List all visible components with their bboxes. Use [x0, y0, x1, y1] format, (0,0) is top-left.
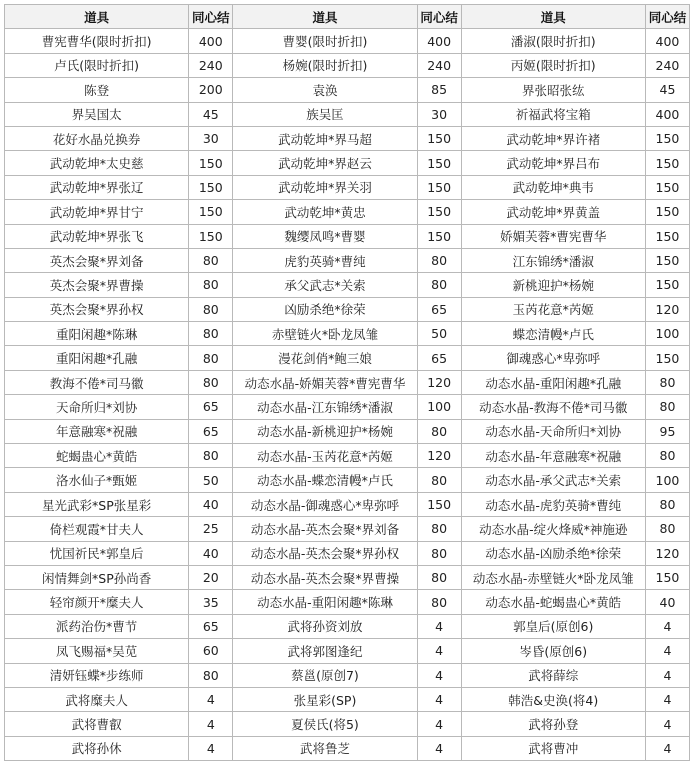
item-value-cell: 65 [417, 346, 461, 370]
item-value-cell: 80 [189, 273, 233, 297]
item-value-cell: 80 [417, 541, 461, 565]
item-name-cell: 花好水晶兑换券 [5, 126, 189, 150]
item-value-cell: 40 [645, 590, 689, 614]
table-row [5, 29, 690, 53]
item-name-cell: 郭皇后(原创6) [461, 614, 645, 638]
item-value-cell: 4 [189, 736, 233, 760]
item-name-cell: 动态水晶-新桃迎护*杨婉 [233, 419, 417, 443]
item-name-cell: 动态水晶-娇媚芙蓉*曹宪曹华 [233, 370, 417, 394]
item-value-cell: 400 [645, 29, 689, 53]
item-name-cell: 年意融寒*祝融 [5, 419, 189, 443]
item-value-cell: 80 [645, 492, 689, 516]
table-row [5, 419, 690, 443]
item-value-cell: 400 [189, 29, 233, 53]
item-value-cell: 20 [189, 565, 233, 589]
item-value-cell: 200 [189, 78, 233, 102]
item-name-cell: 动态水晶-年意融寒*祝融 [461, 444, 645, 468]
item-name-cell: 漫花剑俏*鲍三娘 [233, 346, 417, 370]
item-value-cell: 150 [189, 151, 233, 175]
table-row [5, 248, 690, 272]
item-name-cell: 英杰会聚*界孙权 [5, 297, 189, 321]
item-value-cell: 80 [417, 248, 461, 272]
item-name-cell: 武将郭图逢纪 [233, 639, 417, 663]
item-value-cell: 80 [645, 370, 689, 394]
table-row [5, 614, 690, 638]
item-value-cell: 150 [417, 126, 461, 150]
header-row [5, 5, 690, 29]
item-name-cell: 武将孙资刘放 [233, 614, 417, 638]
item-value-cell: 30 [417, 102, 461, 126]
item-name-cell: 潘淑(限时折扣) [461, 29, 645, 53]
item-value-cell: 150 [645, 565, 689, 589]
item-name-cell: 曹宪曹华(限时折扣) [5, 29, 189, 53]
item-name-cell: 动态水晶-赤壁链火*卧龙凤雏 [461, 565, 645, 589]
item-value-cell: 150 [645, 151, 689, 175]
item-name-cell: 派药治伤*曹节 [5, 614, 189, 638]
table-row [5, 126, 690, 150]
item-value-cell: 4 [645, 687, 689, 711]
item-name-cell: 界张昭张纮 [461, 78, 645, 102]
table-row [5, 590, 690, 614]
item-value-cell: 150 [645, 200, 689, 224]
header-value: 同心结 [417, 5, 461, 29]
item-name-cell: 曹婴(限时折扣) [233, 29, 417, 53]
item-value-cell: 50 [417, 322, 461, 346]
item-value-cell: 120 [417, 444, 461, 468]
item-name-cell: 动态水晶-重阳闲趣*孔融 [461, 370, 645, 394]
item-value-cell: 4 [645, 614, 689, 638]
item-name-cell: 动态水晶-御魂惑心*卑弥呼 [233, 492, 417, 516]
item-name-cell: 武动乾坤*界关羽 [233, 175, 417, 199]
item-value-cell: 80 [189, 297, 233, 321]
item-value-cell: 100 [417, 395, 461, 419]
item-name-cell: 武动乾坤*界马超 [233, 126, 417, 150]
item-name-cell: 御魂惑心*卑弥呼 [461, 346, 645, 370]
item-value-cell: 80 [189, 346, 233, 370]
item-name-cell: 赤壁链火*卧龙凤雏 [233, 322, 417, 346]
table-row [5, 468, 690, 492]
item-value-cell: 4 [645, 712, 689, 736]
table-row [5, 102, 690, 126]
item-name-cell: 武将曹冲 [461, 736, 645, 760]
item-value-cell: 40 [189, 541, 233, 565]
item-value-cell: 80 [645, 395, 689, 419]
item-name-cell: 动态水晶-教海不倦*司马徽 [461, 395, 645, 419]
item-name-cell: 天命所归*刘协 [5, 395, 189, 419]
item-value-cell: 150 [417, 200, 461, 224]
item-name-cell: 动态水晶-虎豹英骑*曹纯 [461, 492, 645, 516]
item-name-cell: 卢氏(限时折扣) [5, 53, 189, 77]
item-value-cell: 150 [645, 248, 689, 272]
item-name-cell: 动态水晶-英杰会聚*界刘备 [233, 517, 417, 541]
item-value-cell: 4 [189, 712, 233, 736]
table-row [5, 736, 690, 760]
item-value-cell: 150 [417, 224, 461, 248]
table-row [5, 151, 690, 175]
item-name-cell: 英杰会聚*界曹操 [5, 273, 189, 297]
item-value-cell: 35 [189, 590, 233, 614]
table-row [5, 200, 690, 224]
item-name-cell: 岑昏(原创6) [461, 639, 645, 663]
item-name-cell: 武动乾坤*界吕布 [461, 151, 645, 175]
table-row [5, 541, 690, 565]
item-value-cell: 400 [645, 102, 689, 126]
item-name-cell: 动态水晶-英杰会聚*界曹操 [233, 565, 417, 589]
item-name-cell: 武动乾坤*太史慈 [5, 151, 189, 175]
item-name-cell: 武动乾坤*典韦 [461, 175, 645, 199]
item-value-cell: 80 [645, 444, 689, 468]
item-name-cell: 教海不倦*司马徽 [5, 370, 189, 394]
item-name-cell: 动态水晶-蝶恋清幔*卢氏 [233, 468, 417, 492]
item-name-cell: 丙姬(限时折扣) [461, 53, 645, 77]
item-value-cell: 65 [417, 297, 461, 321]
item-value-cell: 80 [417, 468, 461, 492]
item-value-cell: 4 [417, 712, 461, 736]
table-row [5, 53, 690, 77]
item-name-cell: 杨婉(限时折扣) [233, 53, 417, 77]
item-value-cell: 150 [417, 175, 461, 199]
table-row [5, 395, 690, 419]
item-name-cell: 武动乾坤*界张辽 [5, 175, 189, 199]
item-name-cell: 蔡邕(原创7) [233, 663, 417, 687]
item-name-cell: 武将曹叡 [5, 712, 189, 736]
item-value-cell: 4 [645, 663, 689, 687]
item-name-cell: 动态水晶-凶励杀绝*徐荣 [461, 541, 645, 565]
table-row [5, 224, 690, 248]
item-value-cell: 100 [645, 468, 689, 492]
item-name-cell: 动态水晶-蛇蝎蛊心*黄皓 [461, 590, 645, 614]
item-name-cell: 祈福武将宝箱 [461, 102, 645, 126]
item-value-cell: 120 [417, 370, 461, 394]
item-value-cell: 150 [645, 126, 689, 150]
item-value-cell: 80 [189, 322, 233, 346]
item-name-cell: 承父武志*关索 [233, 273, 417, 297]
table-row [5, 78, 690, 102]
item-value-cell: 65 [189, 614, 233, 638]
item-value-cell: 80 [189, 370, 233, 394]
table-row [5, 273, 690, 297]
item-name-cell: 武动乾坤*界赵云 [233, 151, 417, 175]
item-name-cell: 动态水晶-承父武志*关索 [461, 468, 645, 492]
item-value-cell: 50 [189, 468, 233, 492]
item-value-cell: 150 [189, 224, 233, 248]
table-row [5, 346, 690, 370]
item-value-cell: 65 [189, 419, 233, 443]
item-name-cell: 洛水仙子*甄姬 [5, 468, 189, 492]
item-name-cell: 武动乾坤*界许褚 [461, 126, 645, 150]
header-value: 同心结 [645, 5, 689, 29]
item-value-cell: 80 [417, 517, 461, 541]
item-name-cell: 武将孙休 [5, 736, 189, 760]
item-value-cell: 150 [645, 175, 689, 199]
item-value-cell: 4 [417, 639, 461, 663]
table-body [5, 29, 690, 761]
item-name-cell: 重阳闲趣*陈琳 [5, 322, 189, 346]
item-value-cell: 4 [417, 687, 461, 711]
item-name-cell: 魏缨凤鸣*曹婴 [233, 224, 417, 248]
table-row [5, 370, 690, 394]
item-value-cell: 80 [417, 590, 461, 614]
item-name-cell: 娇媚芙蓉*曹宪曹华 [461, 224, 645, 248]
item-value-cell: 80 [645, 517, 689, 541]
exchange-table [4, 4, 690, 761]
item-name-cell: 倚栏观霞*甘夫人 [5, 517, 189, 541]
item-name-cell: 闲情舞剑*SP孙尚香 [5, 565, 189, 589]
item-value-cell: 100 [645, 322, 689, 346]
item-name-cell: 凤飞赐福*吴苋 [5, 639, 189, 663]
table-row [5, 663, 690, 687]
item-name-cell: 张星彩(SP) [233, 687, 417, 711]
item-name-cell: 夏侯氏(将5) [233, 712, 417, 736]
item-value-cell: 80 [417, 419, 461, 443]
item-value-cell: 150 [645, 273, 689, 297]
table-row [5, 639, 690, 663]
item-name-cell: 武动乾坤*界甘宁 [5, 200, 189, 224]
header-item: 道具 [233, 5, 417, 29]
item-value-cell: 240 [645, 53, 689, 77]
table-row [5, 175, 690, 199]
item-value-cell: 95 [645, 419, 689, 443]
table-row [5, 517, 690, 541]
item-name-cell: 动态水晶-天命所归*刘协 [461, 419, 645, 443]
item-name-cell: 新桃迎护*杨婉 [461, 273, 645, 297]
item-name-cell: 忧国祈民*郭皇后 [5, 541, 189, 565]
item-value-cell: 150 [189, 200, 233, 224]
item-name-cell: 星光武彩*SP张星彩 [5, 492, 189, 516]
item-name-cell: 族吴匡 [233, 102, 417, 126]
header-item: 道具 [5, 5, 189, 29]
item-value-cell: 120 [645, 297, 689, 321]
item-value-cell: 80 [417, 273, 461, 297]
item-value-cell: 80 [189, 248, 233, 272]
item-value-cell: 30 [189, 126, 233, 150]
item-name-cell: 武动乾坤*黄忠 [233, 200, 417, 224]
item-name-cell: 蛇蝎蛊心*黄皓 [5, 444, 189, 468]
item-name-cell: 武将薛综 [461, 663, 645, 687]
item-name-cell: 玉芮花意*芮姬 [461, 297, 645, 321]
item-name-cell: 清妍钰蝶*步练师 [5, 663, 189, 687]
header-value: 同心结 [189, 5, 233, 29]
item-value-cell: 150 [417, 492, 461, 516]
item-value-cell: 240 [417, 53, 461, 77]
item-value-cell: 150 [645, 224, 689, 248]
item-name-cell: 武将糜夫人 [5, 687, 189, 711]
item-value-cell: 150 [417, 151, 461, 175]
table-row [5, 565, 690, 589]
item-value-cell: 80 [189, 444, 233, 468]
item-name-cell: 轻帘颜开*糜夫人 [5, 590, 189, 614]
item-value-cell: 400 [417, 29, 461, 53]
item-value-cell: 240 [189, 53, 233, 77]
item-name-cell: 虎豹英骑*曹纯 [233, 248, 417, 272]
item-value-cell: 4 [645, 736, 689, 760]
item-name-cell: 重阳闲趣*孔融 [5, 346, 189, 370]
item-name-cell: 武将鲁芝 [233, 736, 417, 760]
item-value-cell: 150 [645, 346, 689, 370]
item-name-cell: 界吴国太 [5, 102, 189, 126]
item-value-cell: 80 [189, 663, 233, 687]
item-value-cell: 4 [189, 687, 233, 711]
item-value-cell: 45 [645, 78, 689, 102]
item-value-cell: 4 [417, 614, 461, 638]
item-value-cell: 4 [417, 736, 461, 760]
item-value-cell: 4 [417, 663, 461, 687]
table-row [5, 712, 690, 736]
item-value-cell: 25 [189, 517, 233, 541]
header-item: 道具 [461, 5, 645, 29]
table-row [5, 297, 690, 321]
item-name-cell: 动态水晶-绽火烽威*神施逊 [461, 517, 645, 541]
item-name-cell: 武动乾坤*界黄盖 [461, 200, 645, 224]
item-name-cell: 英杰会聚*界刘备 [5, 248, 189, 272]
item-value-cell: 150 [189, 175, 233, 199]
item-name-cell: 武动乾坤*界张飞 [5, 224, 189, 248]
item-name-cell: 江东锦绣*潘淑 [461, 248, 645, 272]
table-row [5, 687, 690, 711]
item-name-cell: 陈登 [5, 78, 189, 102]
item-value-cell: 4 [645, 639, 689, 663]
table-row [5, 322, 690, 346]
item-value-cell: 60 [189, 639, 233, 663]
item-value-cell: 45 [189, 102, 233, 126]
item-name-cell: 动态水晶-英杰会聚*界孙权 [233, 541, 417, 565]
item-value-cell: 85 [417, 78, 461, 102]
item-name-cell: 凶励杀绝*徐荣 [233, 297, 417, 321]
item-name-cell: 韩浩&史涣(将4) [461, 687, 645, 711]
table-row [5, 492, 690, 516]
item-value-cell: 120 [645, 541, 689, 565]
item-name-cell: 动态水晶-江东锦绣*潘淑 [233, 395, 417, 419]
item-name-cell: 动态水晶-重阳闲趣*陈琳 [233, 590, 417, 614]
item-value-cell: 40 [189, 492, 233, 516]
table-row [5, 444, 690, 468]
item-value-cell: 65 [189, 395, 233, 419]
item-name-cell: 武将孙登 [461, 712, 645, 736]
item-name-cell: 袁涣 [233, 78, 417, 102]
item-name-cell: 蝶恋清幔*卢氏 [461, 322, 645, 346]
item-name-cell: 动态水晶-玉芮花意*芮姬 [233, 444, 417, 468]
item-value-cell: 80 [417, 565, 461, 589]
